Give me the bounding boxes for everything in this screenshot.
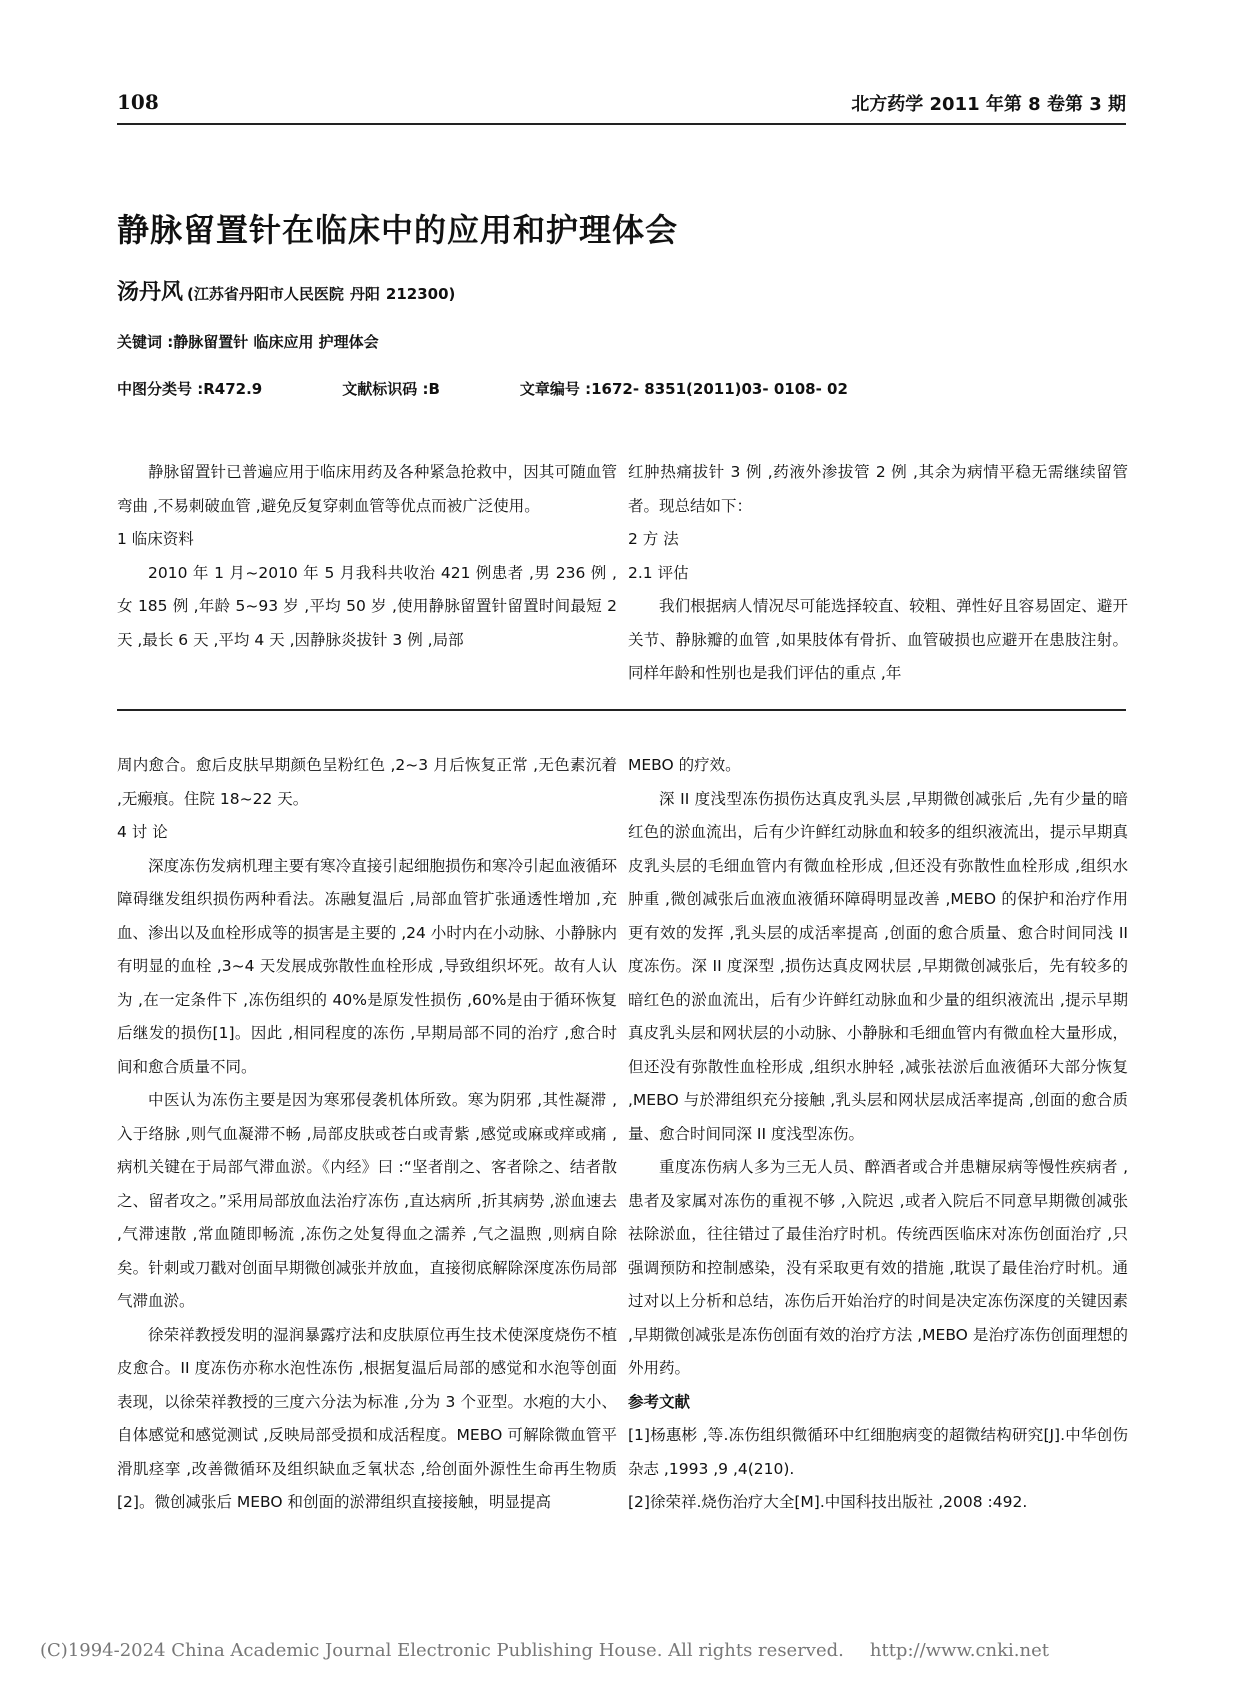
top-left-column <box>117 456 617 657</box>
keywords: 关键词 :静脉留置针 临床应用 护理体会 <box>117 333 379 351</box>
bottom-left-column <box>117 749 617 1520</box>
article-number: 文章编号 :1672- 8351(2011)03- 0108- 02 <box>519 380 848 398</box>
copyright-text: (C)1994-2024 China Academic Journal Electronic Publishing House. All rights reserved. <box>40 1640 844 1661</box>
affiliation-org: (江苏省丹阳市人民医院 <box>187 285 344 303</box>
cnki-url[interactable]: http://www.cnki.net <box>869 1640 1049 1661</box>
article-title: 静脉留置针在临床中的应用和护理体会 <box>117 211 679 249</box>
journal-issue: 北方药学 2011 年第 8 卷第 3 期 <box>851 94 1126 115</box>
section-heading-2: 2 方 法 <box>628 530 679 548</box>
page-divider <box>117 709 1126 711</box>
affiliation-city: 丹阳 <box>349 285 380 303</box>
author-line <box>117 275 461 306</box>
discussion-paragraph-1: 深度冻伤发病机理主要有寒冷直接引起细胞损伤和寒冷引起血液循环障碍继发组织损伤两种看法。冻融复温后 ,局部血管扩张通透性增加 ,充血、渗出以及血栓形成等的损害是主要的 ,24 小时内在小动脉、小静脉内有明显的血栓 ,3~4 天发展成弥散性血栓形成 ,导致组织坏死。故有人认为 ,在一定条件下 ,冻伤组织的 40%是原发性损伤 ,60%是由于循环恢复后继发的损伤[1]。因此 ,相同程度的冻伤 ,早期局部不同的治疗 ,愈合时间和愈合质量不同。 <box>117 856 617 1076</box>
references-heading: 参考文献 <box>628 1392 691 1411</box>
top-right-column <box>628 456 1128 691</box>
section-heading-4: 4 讨 论 <box>117 823 168 841</box>
author-name: 汤丹风 <box>117 280 184 305</box>
affiliation-zip: 212300) <box>385 285 456 303</box>
mebo-efficacy-line: MEBO 的疗效。 <box>628 756 741 774</box>
classification-number: 中图分类号 :R472.9 <box>117 380 263 398</box>
reference-item-1: [1]杨惠彬 ,等.冻伤组织微循环中红细胞病变的超微结构研究[J].中华创伤杂志 ,1993 ,9 ,4(210). <box>628 1426 1128 1478</box>
discussion-paragraph-3: 徐荣祥教授发明的湿润暴露疗法和皮肤原位再生技术使深度烧伤不植皮愈合。II 度冻伤亦称水泡性冻伤 ,根据复温后局部的感觉和水泡等创面表现，以徐荣祥教授的三度六分法为标准 ,分为 3 个亚型。水疱的大小、自体感觉和感觉测试 ,反映局部受损和成活程度。MEBO 可解除微血管平滑肌痉挛 ,改善微循环及组织缺血乏氧状态 ,给创面外源性生命再生物质[2]。微创减张后 MEBO 和创面的淤滞组织直接接触，明显提高 <box>117 1325 617 1511</box>
section-heading-1: 1 临床资料 <box>117 530 194 548</box>
bottom-right-column <box>628 749 1128 1520</box>
deep-frostbite-paragraph: 深 II 度浅型冻伤损伤达真皮乳头层 ,早期微创减张后 ,先有少量的暗红色的淤血流出，后有少许鲜红动脉血和较多的组织液流出，提示早期真皮乳头层的毛细血管内有微血栓形成 ,但还没有弥散性血栓形成 ,组织水肿重 ,微创减张后血液血液循环障碍明显改善 ,MEBO 的保护和治疗作用更有效的发挥 ,乳头层的成活率提高 ,创面的愈合质量、愈合时间同浅 II 度冻伤。深 II 度深型 ,损伤达真皮网状层 ,早期微创减张后，先有较多的暗红色的淤血流出，后有少许鲜红动脉血和少量的组织液流出 ,提示早期真皮乳头层和网状层的小动脉、小静脉和毛细血管内有微血栓大量形成，但还没有弥散性血栓形成 ,组织水肿轻 ,减张祛淤后血液循环大部分恢复 ,MEBO 与於滞组织充分接触 ,乳头层和网状层成活率提高 ,创面的愈合质量、愈合时间同深 II 度浅型冻伤。 <box>628 789 1128 1143</box>
reference-item-2: [2]徐荣祥.烧伤治疗大全[M].中国科技出版社 ,2008 :492. <box>628 1493 1028 1511</box>
subsection-heading-2-1: 2.1 评估 <box>628 563 689 582</box>
clinical-data-continued: 红肿热痛拔针 3 例 ,药液外渗拔管 2 例 ,其余为病情平稳无需继续留管者。现总结如下： <box>628 463 1128 515</box>
header-rule <box>117 123 1126 125</box>
page-number: 108 <box>117 90 159 114</box>
affiliation <box>187 285 461 303</box>
severe-frostbite-paragraph: 重度冻伤病人多为三无人员、醉酒者或合并患糖尿病等慢性疾病者 ,患者及家属对冻伤的重视不够 ,入院迟 ,或者入院后不同意早期微创减张祛除淤血，往往错过了最佳治疗时机。传统西医临床对冻伤创面治疗 ,只强调预防和控制感染，没有采取更有效的措施 ,耽误了最佳治疗时机。通过对以上分析和总结，冻伤后开始治疗的时间是决定冻伤深度的关键因素 ,早期微创减张是冻伤创面有效的治疗方法 ,MEBO 是治疗冻伤创面理想的外用药。 <box>628 1158 1128 1377</box>
healing-paragraph: 周内愈合。愈后皮肤早期颜色呈粉红色 ,2~3 月后恢复正常 ,无色素沉着 ,无瘢痕。住院 18~22 天。 <box>117 756 617 808</box>
clinical-data-paragraph: 2010 年 1 月~2010 年 5 月我科共收治 421 例患者 ,男 236 例 ,女 185 例 ,年龄 5~93 岁 ,平均 50 岁 ,使用静脉留置针留置时间最短 2 天 ,最长 6 天 ,平均 4 天 ,因静脉炎拔针 3 例 ,局部 <box>117 563 617 649</box>
assessment-paragraph: 我们根据病人情况尽可能选择较直、较粗、弹性好且容易固定、避开关节、静脉瓣的血管 ,如果肢体有骨折、血管破损也应避开在患肢注射。同样年龄和性别也是我们评估的重点 ,年 <box>628 597 1128 682</box>
classification-line <box>117 378 848 399</box>
intro-paragraph: 静脉留置针已普遍应用于临床用药及各种紧急抢救中，因其可随血管弯曲 ,不易刺破血管 ,避免反复穿刺血管等优点而被广泛使用。 <box>117 463 617 515</box>
discussion-paragraph-2: 中医认为冻伤主要是因为寒邪侵袭机体所致。寒为阴邪 ,其性凝滞 ,入于络脉 ,则气血凝滞不畅 ,局部皮肤或苍白或青紫 ,感觉或麻或痒或痛 ,病机关键在于局部气滞血淤。《内经》曰 :“坚者削之、客者除之、结者散之、留者攻之。”采用局部放血法治疗冻伤 ,直达病所 ,折其病势 ,淤血速去 ,气滞速散 ,常血随即畅流 ,冻伤之处复得血之濡养 ,气之温煦 ,则病自除矣。针刺或刀戳对创面早期微创减张并放血，直接彻底解除深度冻伤局部气滞血淤。 <box>117 1091 617 1310</box>
document-code: 文献标识码 :B <box>342 380 440 398</box>
copyright-footer <box>40 1640 1075 1661</box>
